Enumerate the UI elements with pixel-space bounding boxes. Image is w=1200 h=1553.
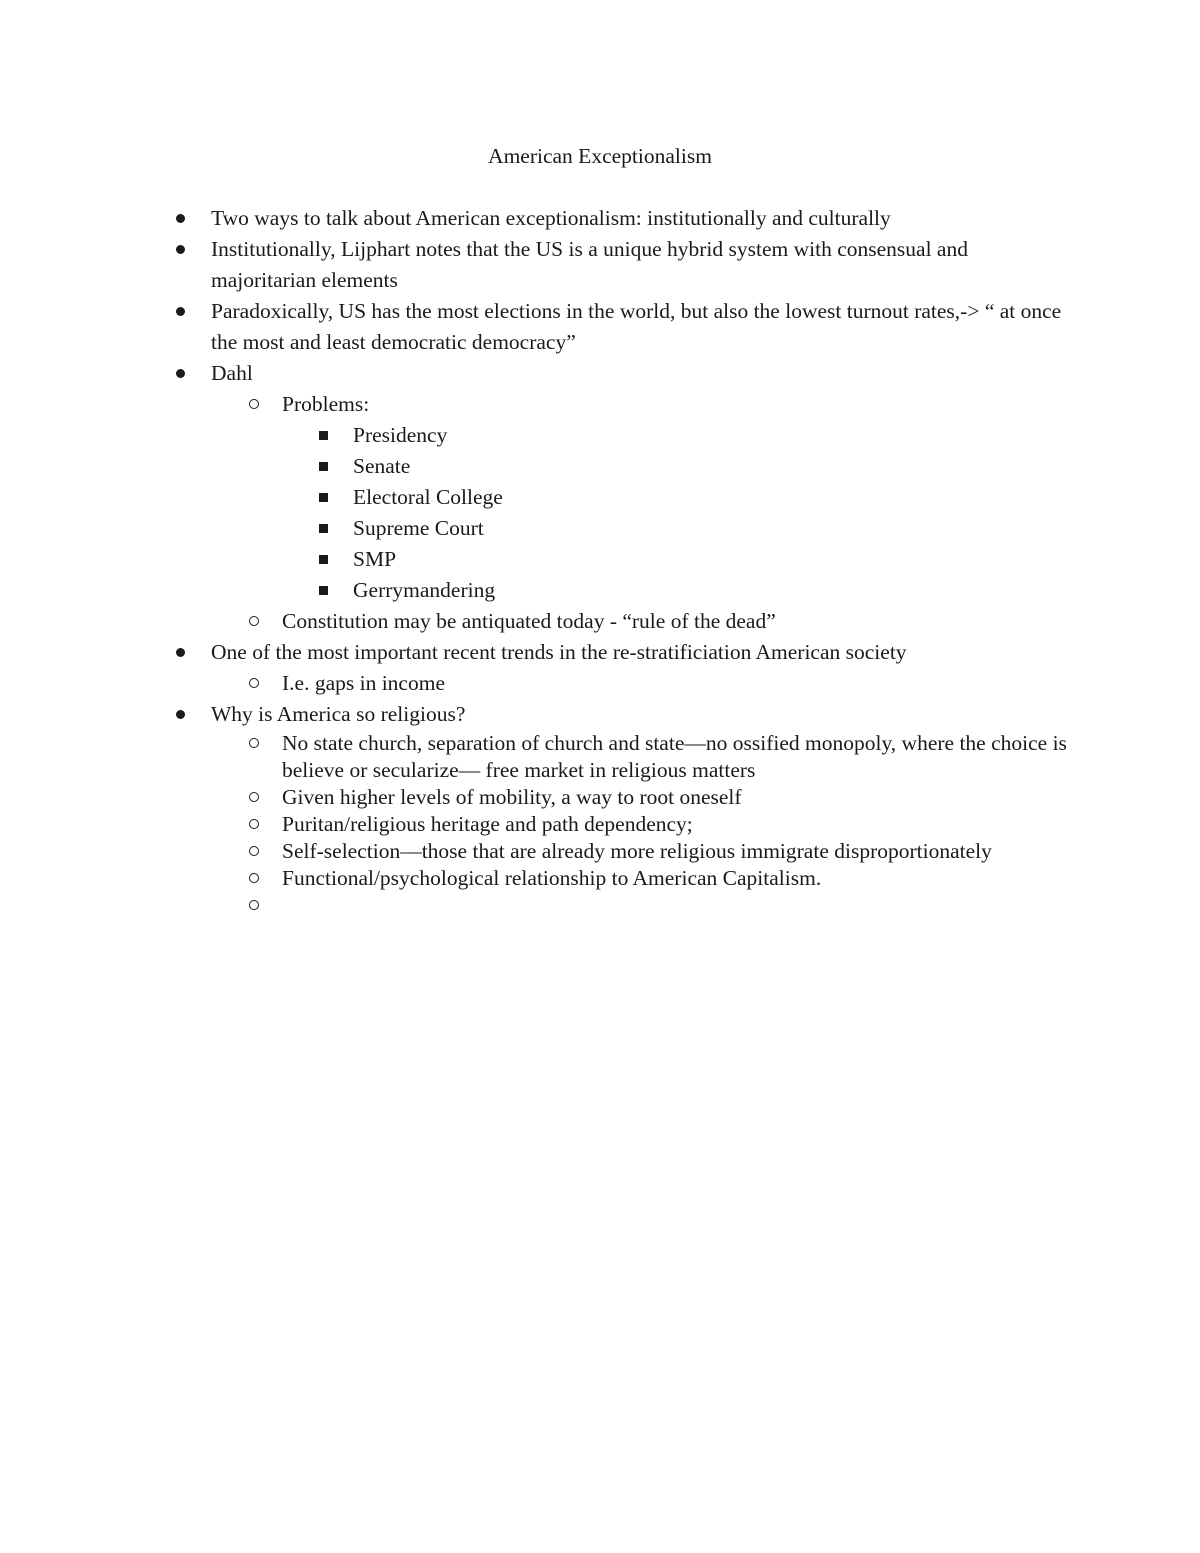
square-bullet-icon [319,575,328,606]
list-item-text: Gerrymandering [353,578,496,602]
list-item [0,575,1053,606]
list-item [0,865,1072,892]
list-item-text: Paradoxically, US has the most elections in the world, but also the lowest turnout rates,-> “ at once the most and least democratic democracy” [211,299,1062,354]
list-item [0,451,1053,482]
list-item [0,668,1072,699]
list-item [0,699,1071,730]
circle-bullet-icon [249,389,259,420]
list-item [0,811,1072,838]
list-item-text: Electoral College [353,485,503,509]
list-item-text: Presidency [353,423,448,447]
list-item [0,203,1071,234]
circle-bullet-icon [249,606,259,637]
square-bullet-icon [319,544,328,575]
list-item-text: Why is America so religious? [211,702,466,726]
list-item [0,358,1071,389]
list-item-text: No state church, separation of church and state—no ossified monopoly, where the choice is believe or secularize— free market in religious matters [282,731,1067,782]
list-item-text: Problems: [282,392,370,416]
disc-bullet-icon [176,699,185,730]
circle-bullet-icon [249,892,259,919]
list-item [0,637,1071,668]
list-item-text: Institutionally, Lijphart notes that the US is a unique hybrid system with consensual and majoritarian elements [211,237,968,292]
disc-bullet-icon [176,637,185,668]
list-item-text: Puritan/religious heritage and path dependency; [282,812,693,836]
list-item [0,234,1071,296]
square-bullet-icon [319,513,328,544]
list-item [0,784,1072,811]
list-item [0,544,1053,575]
disc-bullet-icon [176,203,185,234]
list-item-text: Supreme Court [353,516,484,540]
square-bullet-icon [319,451,328,482]
square-bullet-icon [319,482,328,513]
circle-bullet-icon [249,730,259,757]
square-bullet-icon [319,420,328,451]
list-item [0,892,1072,919]
disc-bullet-icon [176,358,185,389]
list-item-text: Senate [353,454,411,478]
list-item-text: SMP [353,547,397,571]
bullet-outline [0,203,1200,919]
list-item-text: Given higher levels of mobility, a way to root oneself [282,785,742,809]
circle-bullet-icon [249,811,259,838]
list-item [0,389,1072,420]
list-item-text: Self-selection—those that are already more religious immigrate disproportionately [282,839,992,863]
circle-bullet-icon [249,838,259,865]
list-item-text: Two ways to talk about American exceptionalism: institutionally and culturally [211,206,891,230]
circle-bullet-icon [249,865,259,892]
list-item [0,296,1071,358]
list-item [0,482,1053,513]
list-item-text: Dahl [211,361,253,385]
list-item [0,420,1053,451]
disc-bullet-icon [176,234,185,265]
disc-bullet-icon [176,296,185,327]
list-item [0,838,1072,865]
list-item-text: I.e. gaps in income [282,671,445,695]
list-item-text: One of the most important recent trends in the re-stratificiation American society [211,640,907,664]
list-item-text: Constitution may be antiquated today - “rule of the dead” [282,609,776,633]
list-item [0,606,1072,637]
list-item-text [282,892,1072,919]
list-item-text: Functional/psychological relationship to American Capitalism. [282,866,822,890]
circle-bullet-icon [249,668,259,699]
document-title: American Exceptionalism [488,144,712,168]
list-item [0,513,1053,544]
circle-bullet-icon [249,784,259,811]
list-item [0,730,1072,784]
